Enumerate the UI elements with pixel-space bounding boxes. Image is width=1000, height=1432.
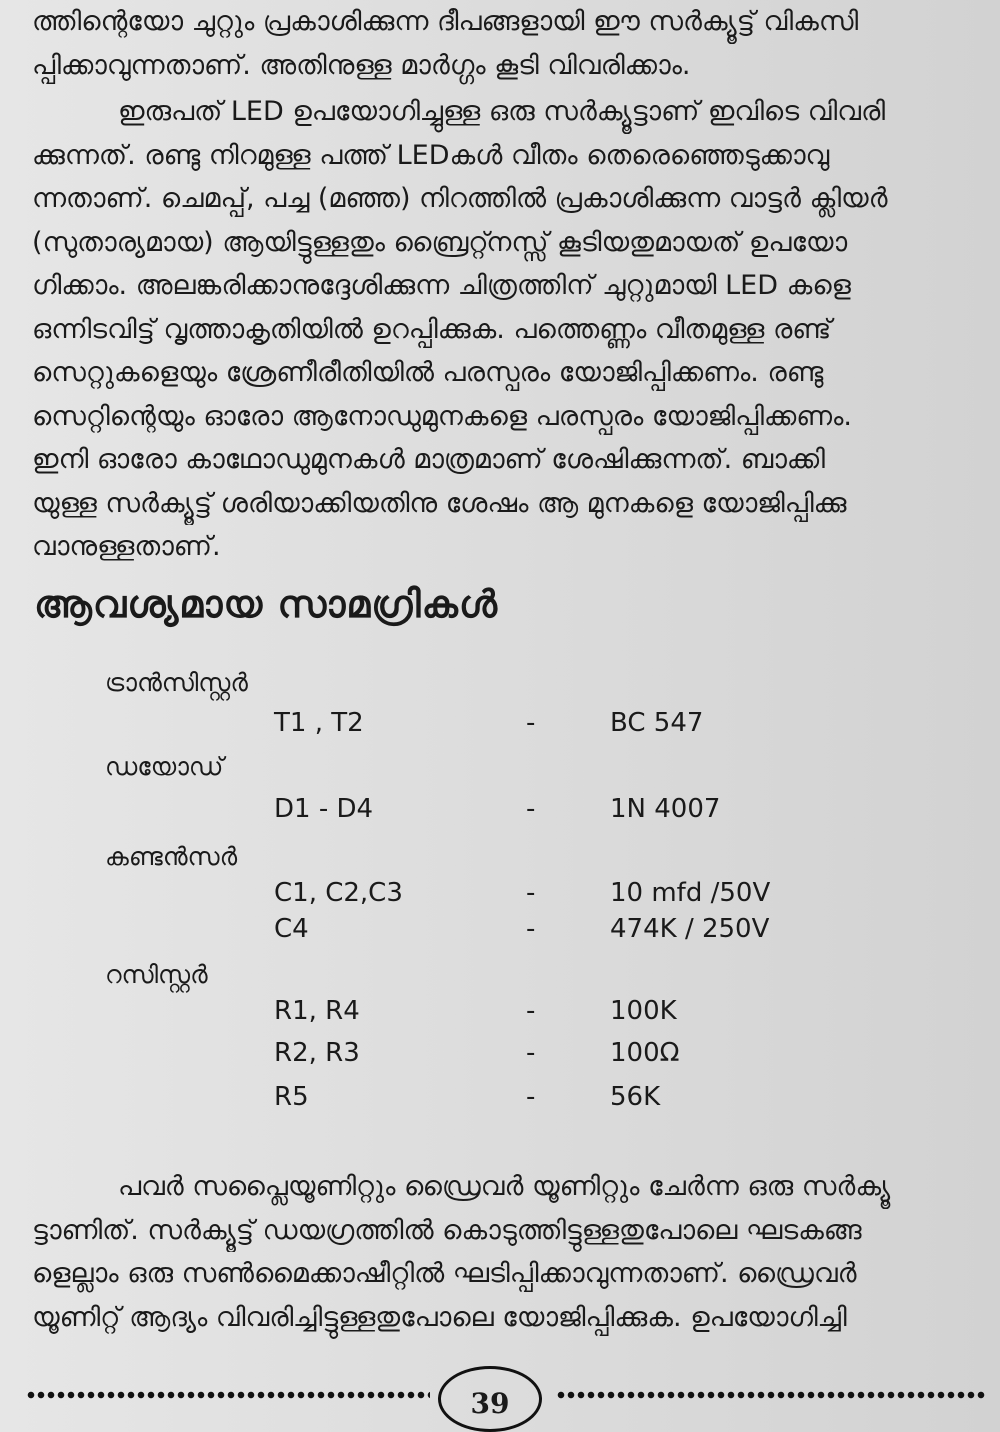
- component-ref: R5: [274, 1082, 309, 1112]
- text-line: ളെല്ലാം ഒരു സൺമൈക്കാഷീറ്റിൽ ഘടിപ്പിക്കാവുന്നതാണ്. ഡ്രൈവർ: [32, 1258, 857, 1289]
- page-number-oval: [438, 1366, 542, 1432]
- text-line: ത്തിന്റെയോ ചുറ്റും പ്രകാശിക്കുന്ന ദീപങ്ങളായി ഈ സർക്യൂട്ട് വികസി: [32, 6, 859, 37]
- separator-dash: -: [526, 794, 536, 824]
- separator-dash: -: [526, 1038, 536, 1068]
- dotted-rule-left: [26, 1390, 430, 1400]
- paragraph-1: [32, 0, 972, 87]
- component-row: [0, 794, 1000, 834]
- component-row: [0, 996, 1000, 1036]
- component-ref: R2, R3: [274, 1038, 360, 1068]
- component-ref: C1, C2,C3: [274, 878, 403, 908]
- text-line: യൂണിറ്റ് ആദ്യം വിവരിച്ചിട്ടുള്ളതുപോലെ യോജിപ്പിക്കുക. ഉപയോഗിച്ചി: [32, 1301, 847, 1333]
- text-line: വാനുള്ളതാണ്.: [32, 531, 221, 562]
- text-line: ഗിക്കാം. അലങ്കരിക്കാനുദ്ദേശിക്കുന്ന ചിത്രത്തിന് ചുറ്റുമായി LED കളെ: [32, 270, 851, 301]
- dotted-rule-right: [556, 1390, 986, 1400]
- text-line: ഇനി ഓരോ കാഥോഡുമുനകൾ മാത്രമാണ് ശേഷിക്കുന്നത്. ബാക്കി: [32, 444, 825, 475]
- component-value: 1N 4007: [610, 794, 721, 824]
- component-row: [0, 914, 1000, 954]
- component-value: 56K: [610, 1082, 661, 1112]
- paragraph-2: [32, 90, 972, 569]
- text-line: ക്കുന്നത്. രണ്ടു നിറമുള്ള പത്ത് LEDകൾ വീതം തെരെഞ്ഞെടുക്കാവു: [32, 139, 830, 171]
- paragraph-3: [32, 1165, 972, 1339]
- component-row: [0, 878, 1000, 918]
- component-category: ട്രാൻസിസ്റ്റർ: [105, 668, 248, 697]
- text-line: (സുതാര്യമായ) ആയിട്ടുള്ളതും ബ്രൈറ്റ്നസ്സ് കൂടിയതുമായത് ഉപയോ: [32, 226, 848, 258]
- section-heading: ആവശ്യമായ സാമഗ്രികൾ: [34, 582, 499, 626]
- separator-dash: -: [526, 1082, 536, 1112]
- component-ref: T1 , T2: [274, 708, 364, 738]
- component-value: 474K / 250V: [610, 914, 770, 944]
- component-category: കണ്ടൻസർ: [105, 842, 238, 871]
- text-line: ഒന്നിടവിട്ട് വൃത്താകൃതിയിൽ ഉറപ്പിക്കുക. പത്തെണ്ണം വീതമുള്ള രണ്ട്: [32, 313, 832, 345]
- text-line: സെറ്റുകളെയും ശ്രേണീരീതിയിൽ പരസ്പരം യോജിപ്പിക്കണം. രണ്ടു: [32, 357, 824, 388]
- text-line: ഇരുപത് LED ഉപയോഗിച്ചുള്ള ഒരു സർക്യൂട്ടാണ് ഇവിടെ വിവരി: [118, 96, 886, 127]
- component-category: റസിസ്റ്റർ: [105, 960, 208, 989]
- component-value: 100K: [610, 996, 677, 1026]
- component-ref: D1 - D4: [274, 794, 374, 824]
- separator-dash: -: [526, 914, 536, 944]
- text-line: സെറ്റിന്റെയും ഓരോ ആനോഡുമുനകളെ പരസ്പരം യോജിപ്പിക്കണം.: [32, 400, 852, 432]
- component-row: [0, 1038, 1000, 1078]
- separator-dash: -: [526, 878, 536, 908]
- component-row: [0, 708, 1000, 748]
- text-line: പവർ സപ്ലൈയൂണിറ്റും ഡ്രൈവർ യൂണിറ്റും ചേർന്ന ഒരു സർക്യൂ: [118, 1171, 891, 1202]
- component-value: BC 547: [610, 708, 704, 738]
- separator-dash: -: [526, 708, 536, 738]
- page-number: 39: [470, 1387, 510, 1420]
- component-value: 100Ω: [610, 1038, 680, 1068]
- component-ref: C4: [274, 914, 309, 944]
- text-line: പ്പിക്കാവുന്നതാണ്. അതിനുള്ള മാർഗ്ഗം കൂടി വിവരിക്കാം.: [32, 49, 691, 81]
- text-line: ന്നതാണ്. ചെമപ്പ്, പച്ച (മഞ്ഞ) നിറത്തിൽ പ്രകാശിക്കുന്ന വാട്ടർ ക്ലിയർ: [32, 183, 888, 214]
- text-line: ട്ടാണിത്. സർക്യൂട്ട് ഡയഗ്രത്തിൽ കൊടുത്തിട്ടുള്ളതുപോലെ ഘടകങ്ങ: [32, 1214, 862, 1246]
- separator-dash: -: [526, 996, 536, 1026]
- component-row: [0, 1082, 1000, 1122]
- component-ref: R1, R4: [274, 996, 360, 1026]
- component-value: 10 mfd /50V: [610, 878, 771, 908]
- text-line: യുള്ള സർക്യൂട്ട് ശരിയാക്കിയതിനു ശേഷം ആ മുനകളെ യോജിപ്പിക്കു: [32, 487, 847, 519]
- page-footer: [0, 1370, 1000, 1422]
- component-category: ഡയോഡ്: [105, 752, 224, 781]
